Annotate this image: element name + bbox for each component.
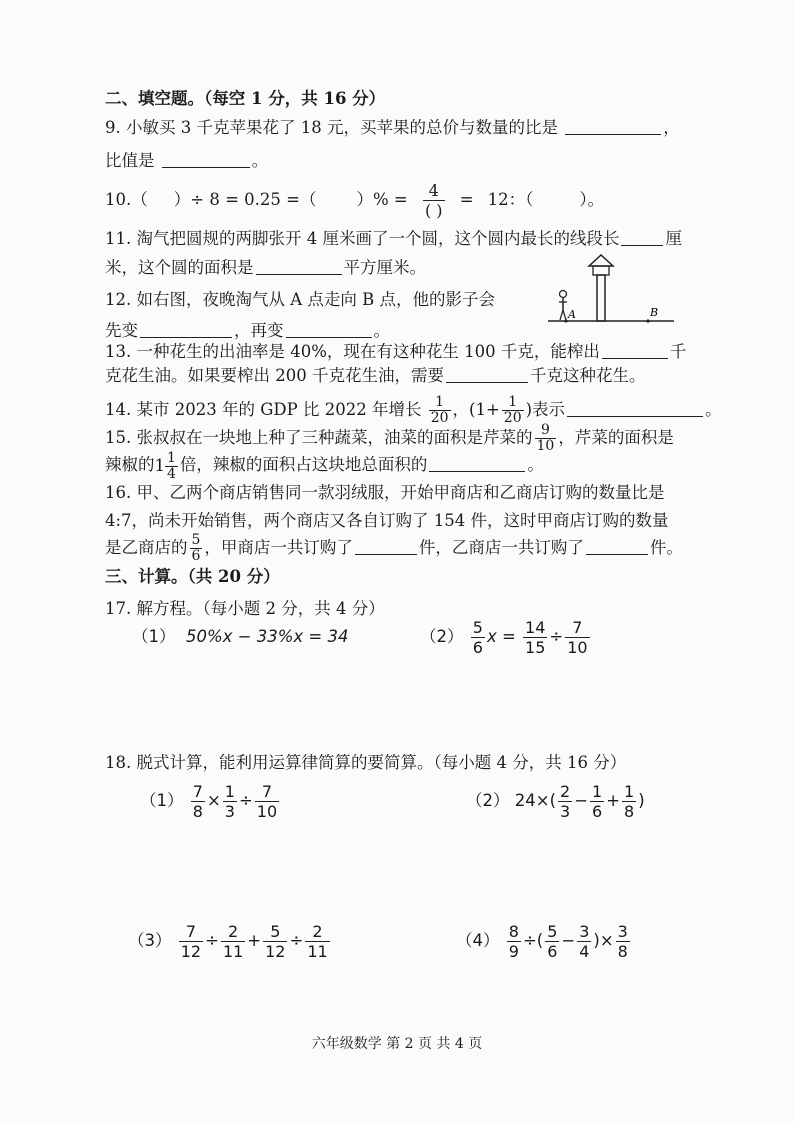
q15-blank[interactable]: [429, 455, 525, 472]
q10-line: 10.（ ）÷ 8 = 0.25 =（ ）% = $\frac{4}{( )}$ = 12：（ ）。: [105, 181, 605, 220]
q17-p1-equation: 50%x − 33%x = 34: [186, 627, 349, 646]
q17-p2: （2） $\frac{5}{6}$ x = $\frac{14}{15}$ ÷ $\frac{7}{10}$: [420, 618, 588, 657]
q12-blank-2[interactable]: [286, 321, 372, 338]
q13-line1: 13. 一种花生的出油率是 40%，现在有这种花生 100 千克，能榨出 千: [105, 342, 687, 361]
q10-blank-3[interactable]: ( ): [424, 201, 443, 220]
q18-p2: （2） 24×( $\frac{2}{3}$ − $\frac{1}{6}$ + $\frac{1}{8}$ ): [466, 782, 645, 821]
section2-title: 二、填空题。: [105, 89, 204, 108]
q16-blank-a[interactable]: [355, 538, 417, 555]
q11-line2: 米，这个圆的面积是 平方厘米。: [105, 258, 426, 277]
q12-line2: 先变 ，再变 。: [105, 321, 390, 340]
q14-blank[interactable]: [567, 400, 703, 417]
q14-line: 14. 某市 2023 年的 GDP 比 2022 年增长 $\frac{1}{20}$ ，(1+ $\frac{1}{20}$ )表示 。: [105, 394, 722, 426]
q14-fraction-a: $\frac{1}{20}$: [430, 394, 449, 426]
q15-line1: 15. 张叔叔在一块地上种了三种蔬菜，油菜的面积是芹菜的 $\frac{9}{10}$ ，芹菜的面积是: [105, 422, 674, 454]
q16-line3: 是乙商店的 $\frac{5}{6}$ ，甲商店一共订购了 件，乙商店一共订购了 件。: [105, 532, 683, 564]
q16-blank-b[interactable]: [586, 538, 648, 555]
q18-p4: （4） $\frac{8}{9}$ ÷( $\frac{5}{6}$ − $\frac{3}{4}$ )× $\frac{3}{8}$: [456, 922, 628, 961]
q11-blank-area[interactable]: [256, 258, 342, 275]
street-lamp-figure: [546, 252, 676, 327]
q10-fraction: $\frac{4}{( )}$: [424, 181, 443, 220]
section3-score: （共 20 分）: [187, 567, 280, 586]
section2-score: （每空 1 分，共 16 分）: [204, 89, 386, 108]
q16-line2: 4:7，尚未开始销售，两个商店又各自订购了 154 件，这时甲商店订购的数量: [105, 511, 669, 530]
q17-p1: （1） 50%x − 33%x = 34: [132, 627, 349, 646]
q9-blank-value[interactable]: [162, 151, 250, 168]
lamp-head: [593, 266, 609, 275]
q13-line2: 克花生油。如果要榨出 200 千克花生油，需要 千克这种花生。: [105, 366, 646, 385]
person-icon: [559, 291, 567, 321]
q13-blank-peanut[interactable]: [446, 366, 528, 383]
q18-p1: （1） $\frac{7}{8}$ × $\frac{1}{3}$ ÷ $\frac{7}{10}$: [140, 782, 278, 821]
q15-line2: 辣椒的1 $\frac{1}{4}$ 倍，辣椒的面积占这块地总面积的 。: [105, 449, 544, 482]
q11-blank-length[interactable]: [621, 229, 663, 246]
q11-line1: 11. 淘气把圆规的两脚张开 4 厘米画了一个圆，这个圆内最长的线段长 厘: [105, 229, 682, 248]
lamp-pole: [597, 275, 605, 321]
q9-line2: 比值是 。: [105, 151, 269, 170]
q18-title: 18. 脱式计算，能利用运算律简算的要简算。（每小题 4 分，共 16 分）: [105, 753, 627, 772]
q16-line1: 16. 甲、乙两个商店销售同一款羽绒服，开始甲商店和乙商店订购的数量比是: [105, 483, 665, 502]
section2-heading: [105, 88, 385, 110]
page-footer: 六年级数学 第 2 页 共 4 页: [311, 1036, 483, 1052]
label-b: B: [650, 306, 659, 319]
q13-blank-oil[interactable]: [602, 342, 668, 359]
label-a: A: [568, 308, 576, 321]
q16-fraction: $\frac{5}{6}$: [191, 532, 201, 564]
lamp-roof: [589, 255, 613, 266]
q17-title: 17. 解方程。（每小题 2 分，共 4 分）: [105, 599, 385, 618]
q18-p3: （3） $\frac{7}{12}$ ÷ $\frac{2}{11}$ + $\frac{5}{12}$ ÷ $\frac{2}{11}$: [128, 922, 328, 961]
q12-blank-1[interactable]: [140, 321, 232, 338]
point-b: [646, 319, 649, 322]
section3-heading: [105, 566, 280, 588]
q9-line1: 9. 小敏买 3 千克苹果花了 18 元，买苹果的总价与数量的比是 ，: [105, 118, 680, 137]
q9-blank-ratio[interactable]: [565, 118, 661, 135]
q14-fraction-b: $\frac{1}{20}$: [503, 394, 522, 426]
q12-line1: 12. 如右图，夜晚淘气从 A 点走向 B 点，他的影子会: [105, 290, 496, 309]
section3-title: 三、计算。: [105, 567, 188, 586]
q15-mixed-number: 1 $\frac{1}{4}$: [154, 449, 176, 482]
q15-fraction: $\frac{9}{10}$: [536, 422, 555, 454]
